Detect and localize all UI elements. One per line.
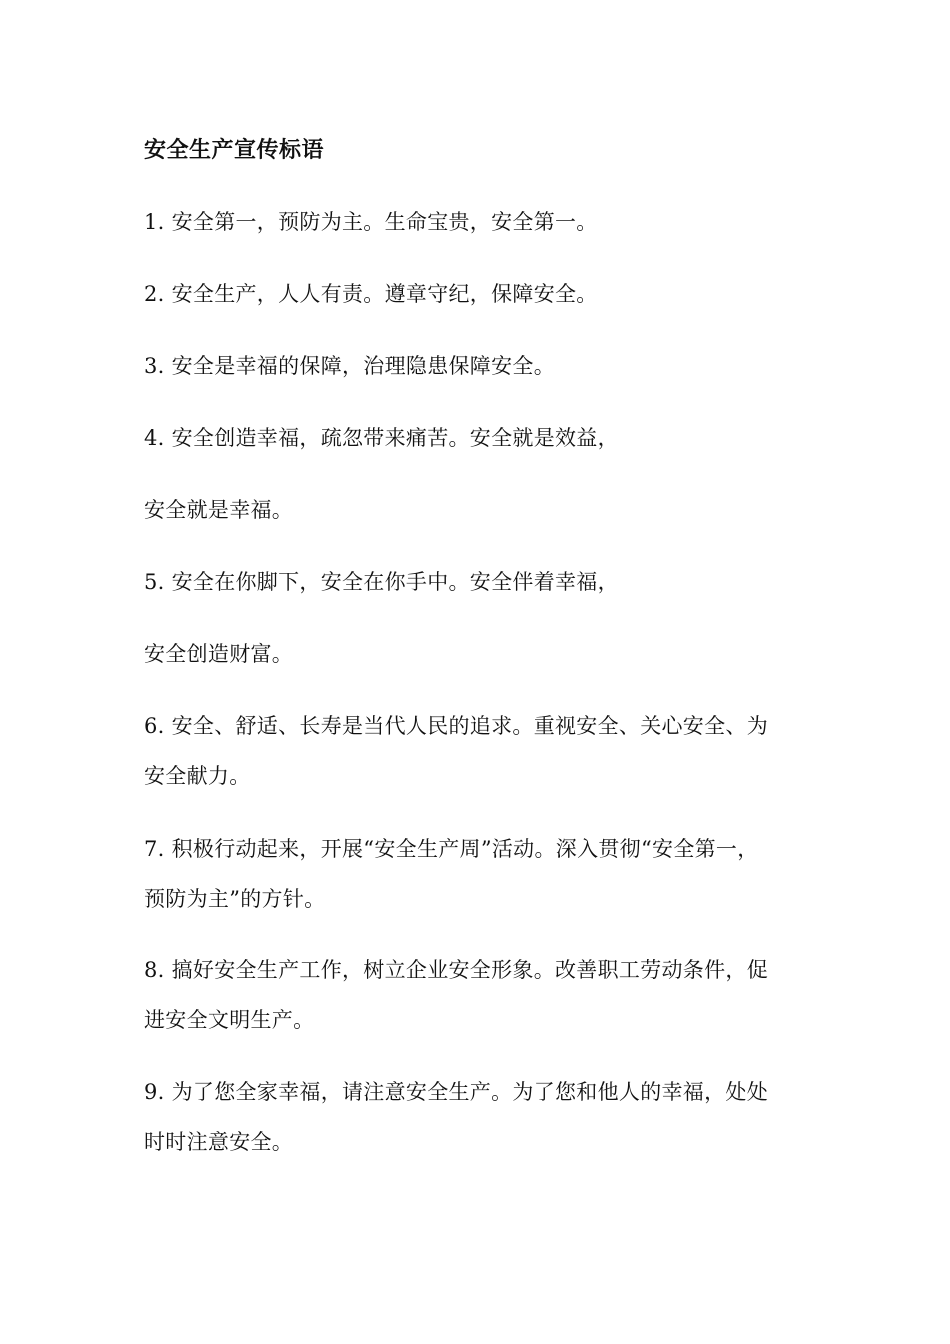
slogan-line-3: 3. 安全是幸福的保障，治理隐患保障安全。 <box>144 354 556 378</box>
slogan-line-4a: 4. 安全创造幸福，疏忽带来痛苦。安全就是效益， <box>144 426 619 450</box>
slogan-line-6b: 安全献力。 <box>144 764 251 788</box>
slogan-line-6a: 6. 安全、舒适、长寿是当代人民的追求。重视安全、关心安全、为 <box>144 714 769 738</box>
slogan-line-7a: 7. 积极行动起来，开展“安全生产周”活动。深入贯彻“安全第一， <box>144 837 759 861</box>
slogan-line-2: 2. 安全生产，人人有责。遵章守纪，保障安全。 <box>144 282 598 306</box>
slogan-line-5b: 安全创造财富。 <box>144 642 294 666</box>
slogan-line-9b: 时时注意安全。 <box>144 1130 294 1154</box>
slogan-line-1: 1. 安全第一，预防为主。生命宝贵，安全第一。 <box>144 210 598 234</box>
slogan-line-9a: 9. 为了您全家幸福，请注意安全生产。为了您和他人的幸福，处处 <box>144 1080 769 1104</box>
document-title: 安全生产宣传标语 <box>144 138 325 163</box>
slogan-line-8a: 8. 搞好安全生产工作，树立企业安全形象。改善职工劳动条件，促 <box>144 958 769 982</box>
slogan-line-8b: 进安全文明生产。 <box>144 1008 315 1032</box>
slogan-line-7b: 预防为主”的方针。 <box>144 887 326 911</box>
slogan-line-4b: 安全就是幸福。 <box>144 498 294 522</box>
slogan-line-5a: 5. 安全在你脚下，安全在你手中。安全伴着幸福， <box>144 570 619 594</box>
